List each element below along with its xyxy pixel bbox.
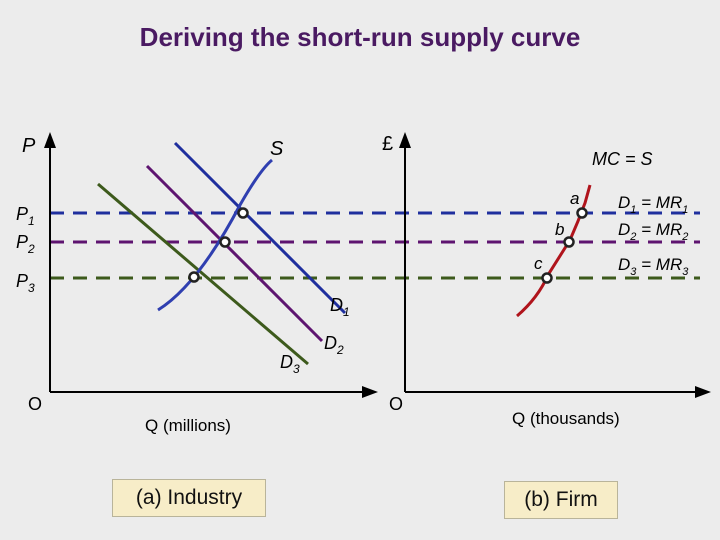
firm-origin-label: O bbox=[389, 394, 404, 414]
page-title: Deriving the short-run supply curve bbox=[139, 22, 581, 52]
mr-label-2: $D_2 = MR_2$ bbox=[618, 220, 689, 243]
mr-label-3: $D_3 = MR_3$ bbox=[618, 255, 689, 278]
firm-panel-caption: (b) Firm bbox=[504, 481, 618, 519]
demand-label-d2: $D_2$ bbox=[324, 333, 344, 357]
supply-curve-label: S bbox=[270, 138, 284, 160]
industry-panel-caption: (a) Industry bbox=[112, 479, 266, 517]
demand-label-d3: $D_3$ bbox=[280, 352, 300, 376]
industry-origin-label: O bbox=[28, 394, 43, 414]
demand-label-d1: $D_1$ bbox=[330, 295, 350, 319]
mr-label-1: $D_1 = MR_1$ bbox=[618, 193, 689, 216]
firm-point-a bbox=[578, 209, 587, 218]
firm-x-axis-label: Q (thousands) bbox=[512, 409, 620, 428]
industry-equilibrium-p2 bbox=[221, 238, 230, 247]
industry-x-axis-label: Q (millions) bbox=[145, 416, 231, 435]
firm-y-axis-label: £ bbox=[382, 133, 394, 155]
firm-point-b-label: b bbox=[555, 220, 565, 239]
price-label-p2: $P_2$ bbox=[16, 232, 35, 256]
firm-point-a-label: a bbox=[570, 189, 580, 208]
demand-curve-d1 bbox=[175, 143, 345, 313]
industry-y-axis-label: P bbox=[22, 135, 36, 157]
industry-equilibrium-p1 bbox=[239, 209, 248, 218]
firm-point-b bbox=[565, 238, 574, 247]
firm-point-c bbox=[543, 274, 552, 283]
firm-point-c-label: c bbox=[534, 254, 543, 273]
demand-curve-d2 bbox=[147, 166, 322, 341]
mc-curve-label: MC = S bbox=[592, 149, 653, 169]
demand-curve-d3 bbox=[98, 184, 308, 364]
price-label-p1: $P_1$ bbox=[16, 204, 35, 228]
industry-equilibrium-p3 bbox=[190, 273, 199, 282]
price-label-p3: $P_3$ bbox=[16, 271, 35, 295]
